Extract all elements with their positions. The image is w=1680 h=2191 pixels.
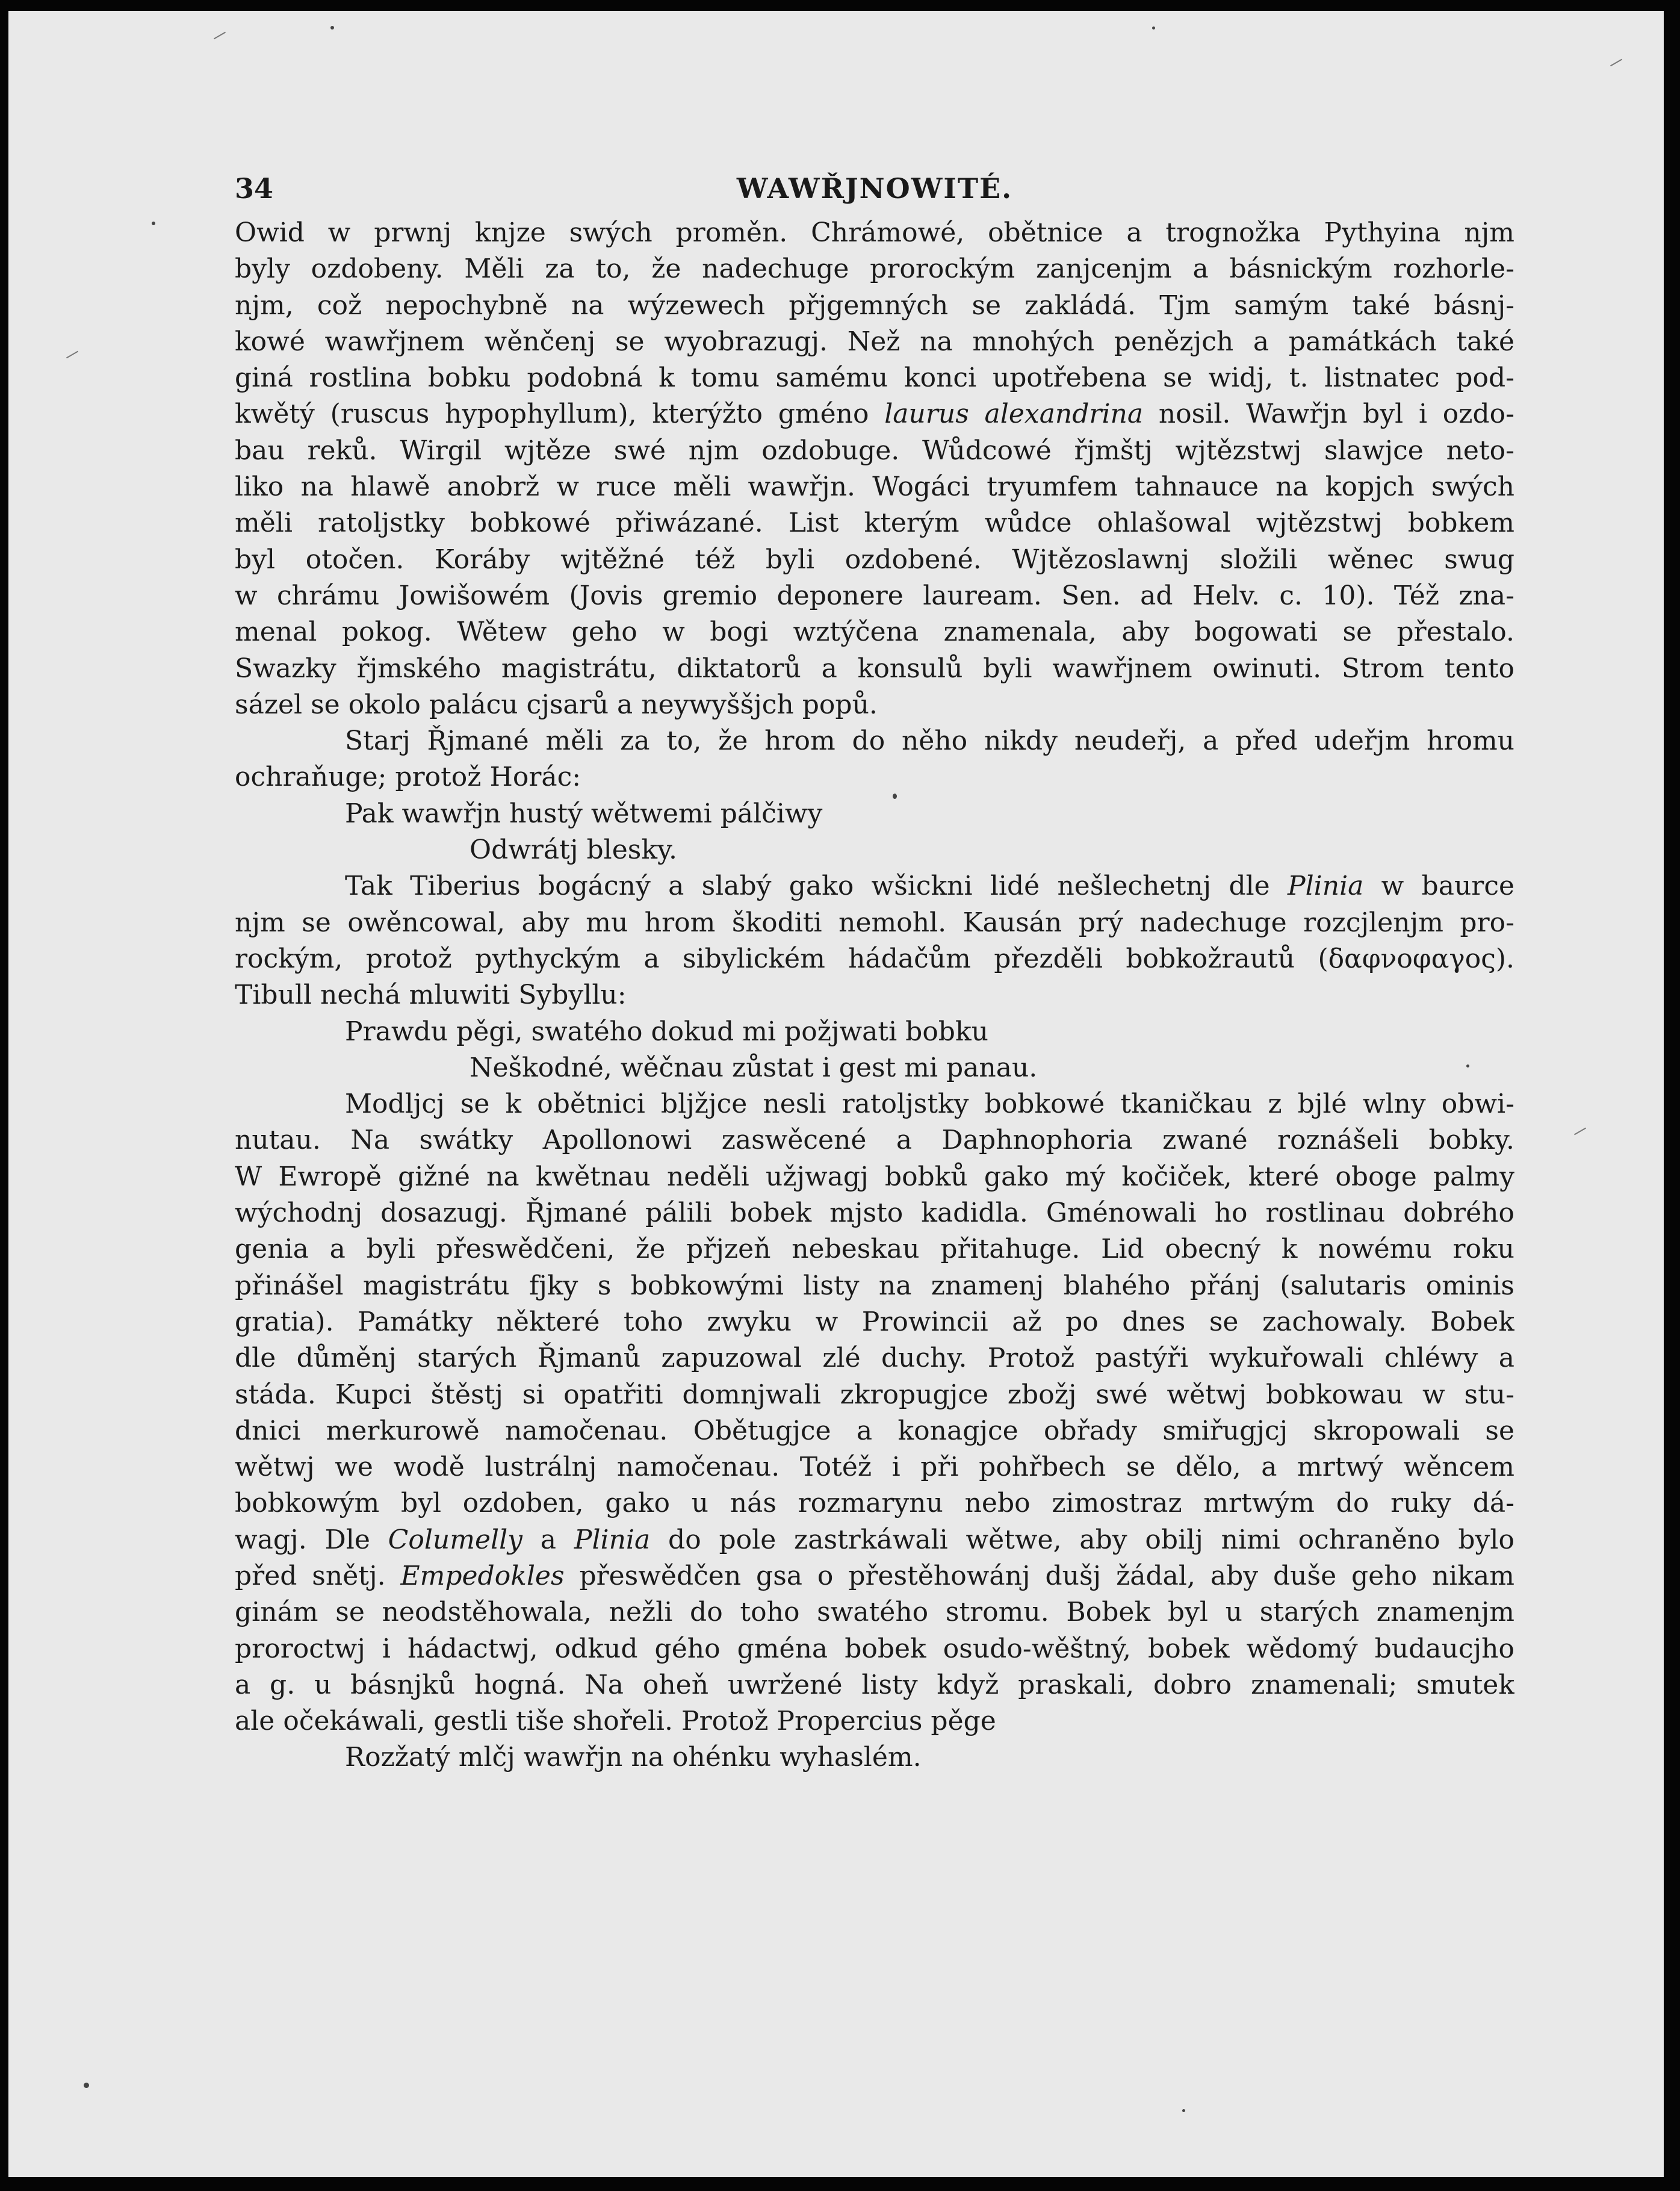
scan-mark [1610, 59, 1622, 67]
text-line: nutau. Na swátky Apollonowi zaswěcené a Daphnophoria zwané roznášeli bobky. [235, 1125, 1514, 1156]
italic-text: Columelly [388, 1524, 523, 1555]
running-title: WAWŘJNOWITÉ. [736, 172, 1013, 205]
text-line: a g. u básnjků hogná. Na oheň uwržené listy když praskali, dobro znamenali; smutek [235, 1669, 1514, 1700]
scan-mark [66, 351, 78, 359]
scan-speck [152, 222, 155, 225]
text-line: Starj Řjmané měli za to, že hrom do něho nikdy neudeřj, a před udeřjm hromu [345, 726, 1514, 757]
scan-speck [1182, 2109, 1185, 2112]
text-line: Owid w prwnj knjze swých proměn. Chrámowé, obětnice a trognožka Pythyina njm [235, 217, 1514, 248]
text-line: ale očekáwali, gestli tiše shořeli. Protož Propercius pěge [235, 1706, 996, 1737]
text-line: Tak Tiberius bogácný a slabý gako wšickni lidé nešlechetnj dle Plinia w baurce [345, 871, 1514, 902]
italic-text: Plinia [574, 1524, 651, 1555]
text-line: kowé wawřjnem wěnčenj se wyobrazugj. Než na mnohých penězjch a památkách také [235, 326, 1514, 357]
scan-speck [84, 2083, 89, 2088]
text-line: giná rostlina bobku podobná k tomu samému konci upotřebena se widj, t. listnatec pod- [235, 362, 1514, 394]
text-line: wýchodnj dosazugj. Řjmané pálili bobek mjsto kadidla. Gménowali ho rostlinau dobrého [235, 1198, 1514, 1229]
scan-speck [1152, 26, 1155, 30]
text-line: před snětj. Empedokles přeswědčen gsa o přestěhowánj dušj žádal, aby duše geho nikam [235, 1560, 1514, 1591]
text-line: njm, což nepochybně na wýzewech přjgemných se zakládá. Tjm samým také básnj- [235, 290, 1514, 321]
page-number: 34 [235, 172, 274, 205]
body-text [235, 215, 1514, 1776]
text-line: Modljcj se k obětnici bljžjce nesli ratoljstky bobkowé tkaničkau z bjlé wlny obwi- [345, 1089, 1514, 1120]
text-line: rockým, protož pythyckým a sibylickém hádačům přezděli bobkožrautů (δαφνοφαγος). [235, 943, 1514, 974]
text-line: dle důměnj starých Řjmanů zapuzowal zlé duchy. Protož pastýři wykuřowali chléwy a [235, 1343, 1514, 1374]
text-line: proroctwj i hádactwj, odkud gého gména bobek osudo-wěštný, bobek wědomý budaucjho [235, 1633, 1514, 1664]
scan-mark [1574, 1128, 1586, 1136]
text-line: menal pokog. Wětew geho w bogi wztýčena znamenala, aby bogowati se přestalo. [235, 617, 1514, 648]
text-line: bau reků. Wirgil wjtěze swé njm ozdobuge. Wůdcowé řjmštj wjtězstwj slawjce neto- [235, 435, 1514, 466]
text-line: kwětý (ruscus hypophyllum), kterýžto gméno laurus alexandrina nosil. Wawřjn byl i ozdo- [235, 399, 1514, 430]
text-line: wagj. Dle Columelly a Plinia do pole zastrkáwali wětwe, aby obilj nimi ochraněno bylo [235, 1524, 1514, 1555]
page-text-block [235, 167, 1514, 1776]
text-line: wětwj we wodě lustrálnj namočenau. Totéž i při pohřbech se dělo, a mrtwý wěncem [235, 1452, 1514, 1483]
text-line: Odwrátj blesky. [470, 834, 677, 866]
text-line: njm se owěncowal, aby mu hrom škoditi nemohl. Kausán prý nadechuge rozcjlenjm pro- [235, 907, 1514, 938]
text-line: Neškodné, wěčnau zůstat i gest mi panau. [470, 1052, 1038, 1083]
text-line: bobkowým byl ozdoben, gako u nás rozmarynu nebo zimostraz mrtwým do ruky dá- [235, 1488, 1514, 1519]
text-line: W Ewropě gižné na kwětnau neděli užjwagj bobků gako mý kočiček, které oboge palmy [235, 1161, 1514, 1192]
text-line: Pak wawřjn hustý wětwemi pálčiwy [345, 798, 823, 829]
text-line: ginám se neodstěhowala, nežli do toho swatého stromu. Bobek byl u starých znamenjm [235, 1597, 1514, 1628]
scan-speck [1466, 1064, 1469, 1068]
text-line: sázel se okolo palácu cjsarů a neywyššjch popů. [235, 689, 878, 720]
italic-text: Plinia [1287, 871, 1364, 902]
text-line: w chrámu Jowišowém (Jovis gremio deponere lauream. Sen. ad Helv. c. 10). Též zna- [235, 580, 1514, 611]
text-line: byly ozdobeny. Měli za to, že nadechuge prorockým zanjcenjm a básnickým rozhorle- [235, 253, 1514, 285]
text-line: měli ratoljstky bobkowé přiwázané. List kterým wůdce ohlašowal wjtězstwj bobkem [235, 508, 1514, 539]
text-line: Prawdu pěgi, swatého dokud mi požjwati bobku [345, 1016, 988, 1047]
text-line: gratia). Památky některé toho zwyku w Prowincii až po dnes se zachowaly. Bobek [235, 1306, 1514, 1337]
text-line: ochraňuge; protož Horác: [235, 762, 581, 793]
text-line: přinášel magistrátu fjky s bobkowými listy na znamenj blahého přánj (salutaris ominis [235, 1270, 1514, 1301]
italic-text: Empedokles [400, 1560, 565, 1591]
text-line: stáda. Kupci štěstj si opatřiti domnjwali zkropugjce zbožj swé wětwj bobkowau w stu- [235, 1379, 1514, 1410]
text-line: Tibull nechá mluwiti Sybyllu: [235, 980, 627, 1011]
text-line: Swazky řjmského magistrátu, diktatorů a konsulů byli wawřjnem owinuti. Strom tento [235, 653, 1514, 684]
scanned-page [8, 11, 1664, 2177]
scan-speck [330, 26, 334, 30]
text-line: Rozžatý mlčj wawřjn na ohénku wyhaslém. [345, 1742, 922, 1773]
italic-text: laurus alexandrina [884, 399, 1144, 430]
text-line: genia a byli přeswědčeni, že přjzeň nebeskau přitahuge. Lid obecný k nowému roku [235, 1234, 1514, 1265]
text-line: dnici merkurowě namočenau. Obětugjce a konagjce obřady smiřugjcj skropowali se [235, 1415, 1514, 1446]
page-header [235, 167, 1514, 215]
scan-mark [214, 32, 226, 40]
scan-speck [893, 794, 897, 799]
text-line: liko na hlawě anobrž w ruce měli wawřjn. Wogáci tryumfem tahnauce na kopjch swých [235, 471, 1514, 503]
text-line: byl otočen. Koráby wjtěžné též byli ozdobené. Wjtězoslawnj složili wěnec swug [235, 544, 1514, 575]
